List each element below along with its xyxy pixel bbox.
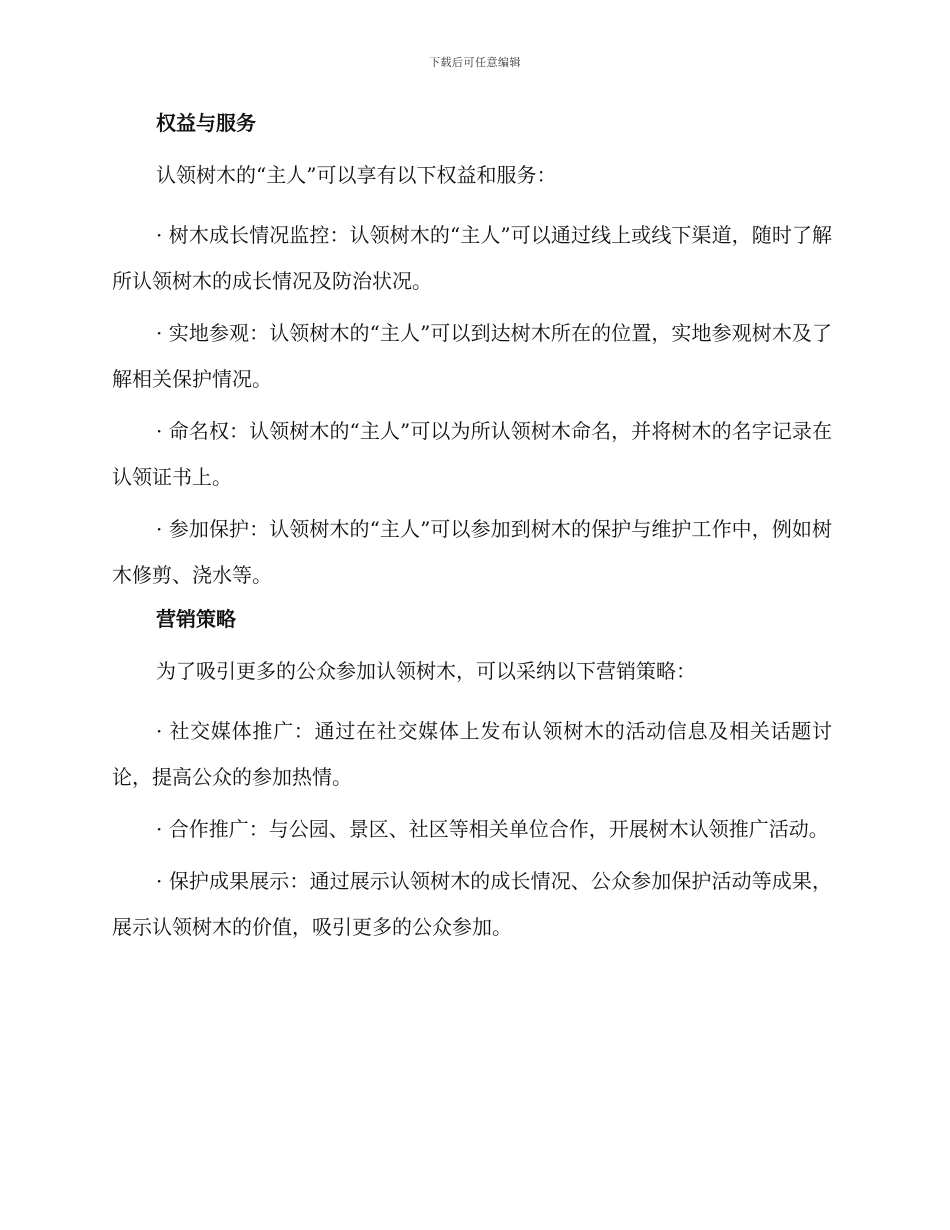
section-heading-marketing: 营销策略 — [156, 607, 236, 631]
section-heading-rights: 权益与服务 — [156, 111, 256, 135]
page-header: 下载后可任意编辑 — [429, 56, 521, 69]
bullet-item-growth-monitoring: · 树木成长情况监控：认领树木的“主人”可以通过线上或线下渠道，随时了解所认领树木的成长情况及防治状况。 — [112, 223, 832, 293]
bullet-item-partnership: · 合作推广：与公园、景区、社区等相关单位合作，开展树木认领推广活动。 — [156, 817, 829, 841]
section-intro-rights: 认领树木的“主人”可以享有以下权益和服务： — [156, 163, 557, 187]
bullet-item-join-protection: · 参加保护：认领树木的“主人”可以参加到树木的保护与维护工作中，例如树木修剪、浇水等。 — [112, 517, 832, 587]
bullet-item-naming-right: · 命名权：认领树木的“主人”可以为所认领树木命名，并将树木的名字记录在认领证书上。 — [112, 419, 832, 489]
bullet-item-results-showcase: · 保护成果展示：通过展示认领树木的成长情况、公众参加保护活动等成果，展示认领树木的价值，吸引更多的公众参加。 — [112, 869, 832, 939]
section-intro-marketing: 为了吸引更多的公众参加认领树木，可以采纳以下营销策略： — [156, 659, 696, 683]
document-body — [112, 108, 832, 956]
bullet-item-social-media: · 社交媒体推广：通过在社交媒体上发布认领树木的活动信息及相关话题讨论，提高公众的参加热情。 — [112, 719, 832, 789]
bullet-item-site-visit: · 实地参观：认领树木的“主人”可以到达树木所在的位置，实地参观树木及了解相关保护情况。 — [112, 321, 832, 391]
